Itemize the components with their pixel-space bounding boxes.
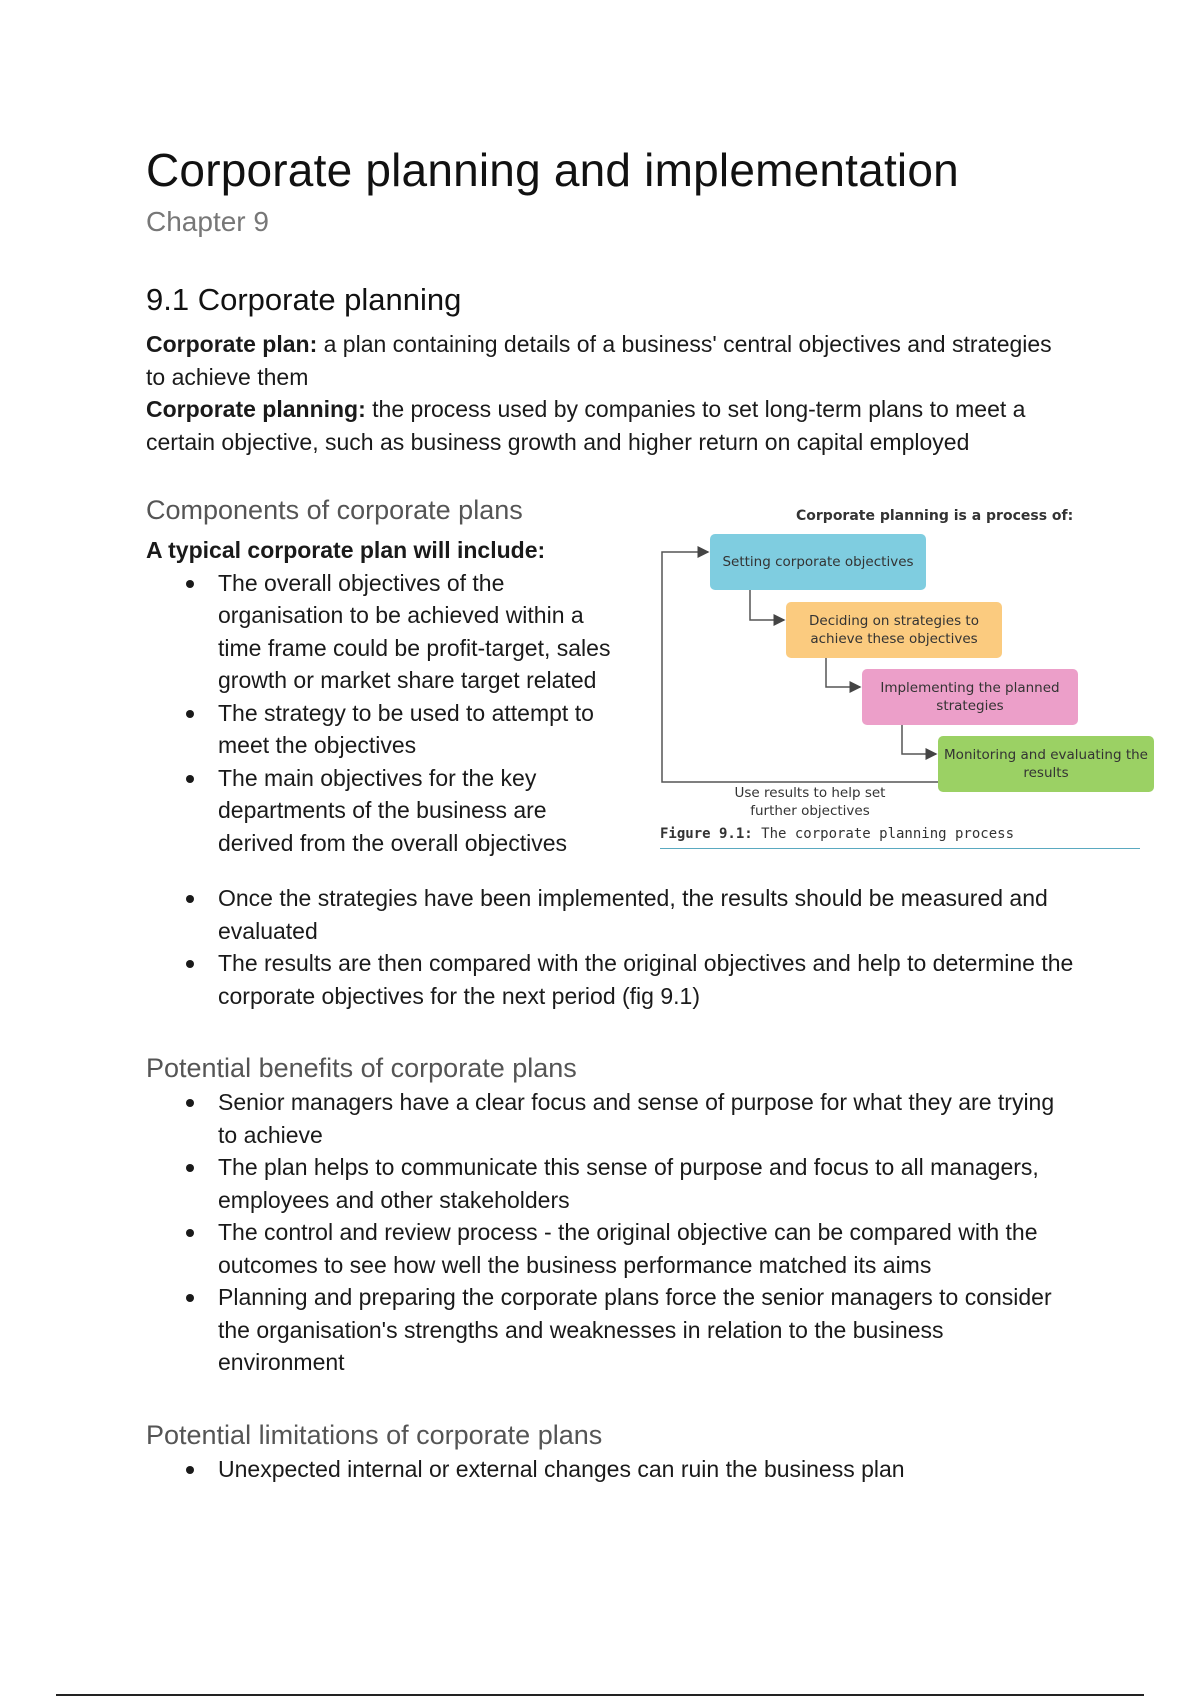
list-item: Once the strategies have been implemented, the results should be measured and evaluated xyxy=(146,882,1076,947)
definition-text: a plan containing details of a business' central objectives and strategies to achieve them xyxy=(146,331,1052,390)
step-box-4: Monitoring and evaluating the results xyxy=(938,736,1154,792)
list-item: The control and review process - the original objective can be compared with the outcomes to see how well the business performance matched its aims xyxy=(146,1216,1076,1281)
section-heading: 9.1 Corporate planning xyxy=(146,282,462,317)
definition-term: Corporate plan: xyxy=(146,331,318,357)
caption-label: Figure 9.1: xyxy=(660,826,753,842)
document-page xyxy=(146,140,1148,1485)
definition-term: Corporate planning: xyxy=(146,396,366,422)
list-item: The main objectives for the key departments of the business are derived from the overall objectives xyxy=(146,762,626,860)
definition-corporate-planning xyxy=(146,393,1076,458)
list-item: The results are then compared with the original objectives and help to determine the corporate objectives for the next period (fig 9.1) xyxy=(146,947,1076,1012)
components-heading: Components of corporate plans xyxy=(146,495,523,525)
list-item: Unexpected internal or external changes can ruin the business plan xyxy=(146,1453,1076,1486)
components-list-continued xyxy=(146,882,1076,1012)
list-item: The plan helps to communicate this sense of purpose and focus to all managers, employees and other stakeholders xyxy=(146,1151,1076,1216)
list-item: The overall objectives of the organisation to be achieved within a time frame could be profit-target, sales growth or market share target related xyxy=(146,567,626,697)
figure-note: Use results to help set further objectives xyxy=(734,785,886,819)
connector-3 xyxy=(902,725,936,754)
document-title: Corporate planning and implementation xyxy=(146,144,959,196)
components-lead: A typical corporate plan will include: xyxy=(146,537,546,563)
connector-1 xyxy=(750,590,784,620)
step-box-1: Setting corporate objectives xyxy=(710,534,926,590)
chapter-subtitle: Chapter 9 xyxy=(146,206,269,237)
list-item: Senior managers have a clear focus and sense of purpose for what they are trying to achieve xyxy=(146,1086,1076,1151)
connector-2 xyxy=(826,658,860,687)
components-block xyxy=(146,492,1148,882)
benefits-heading: Potential benefits of corporate plans xyxy=(146,1053,577,1083)
definition-text: the process used by companies to set long-term plans to meet a certain objective, such as business growth and higher return on capital employed xyxy=(146,396,1026,455)
components-list xyxy=(146,567,626,860)
definition-corporate-plan xyxy=(146,328,1076,393)
limitations-heading: Potential limitations of corporate plans xyxy=(146,1419,603,1450)
components-text xyxy=(146,492,626,859)
list-item: The strategy to be used to attempt to meet the objectives xyxy=(146,697,626,762)
step-box-3: Implementing the planned strategies xyxy=(862,669,1078,725)
figure-caption xyxy=(660,826,1140,849)
caption-text: The corporate planning process xyxy=(752,826,1015,842)
figure-title: Corporate planning is a process of: xyxy=(796,508,1074,524)
benefits-list xyxy=(146,1086,1076,1379)
page-bottom-rule xyxy=(56,1694,1144,1696)
limitations-list xyxy=(146,1453,1076,1486)
step-box-2: Deciding on strategies to achieve these objectives xyxy=(786,602,1002,658)
figure-corporate-planning-process xyxy=(660,494,1148,864)
list-item: Planning and preparing the corporate plans force the senior managers to consider the organisation's strengths and weaknesses in relation to the business environment xyxy=(146,1281,1076,1379)
